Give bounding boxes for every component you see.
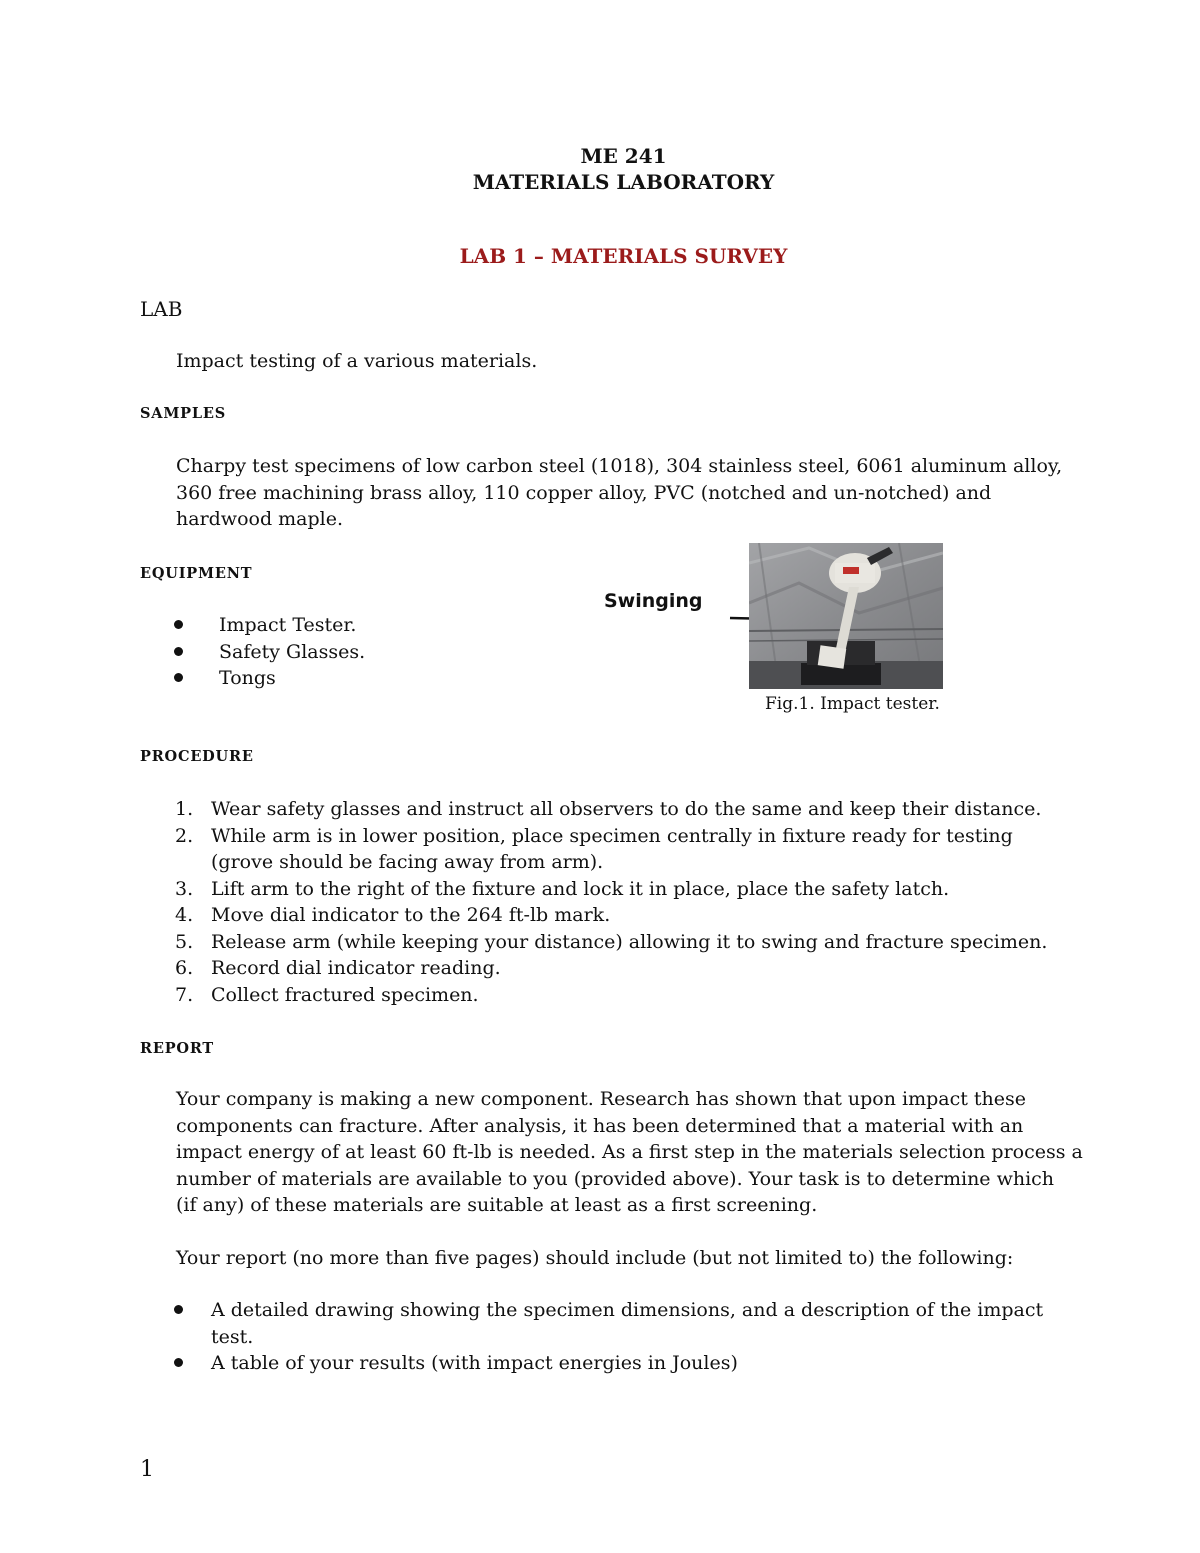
bullet-icon	[174, 1358, 183, 1367]
course-title: MATERIALS LABORATORY	[472, 170, 775, 194]
list-item: 7. Collect fractured specimen.	[175, 983, 479, 1006]
course-number: ME 241	[580, 144, 667, 168]
report-line: impact energy of at least 60 ft-lb is needed. As a first step in the materials selection process a	[176, 1141, 1083, 1163]
procedure-heading: PROCEDURE	[140, 748, 254, 765]
report-line: components can fracture. After analysis, it has been determined that a material with an	[176, 1114, 1024, 1137]
equipment-heading: EQUIPMENT	[140, 565, 253, 582]
list-item: 4. Move dial indicator to the 264 ft-lb mark.	[175, 904, 611, 926]
samples-text	[176, 453, 1076, 533]
list-item: A detailed drawing showing the specimen dimensions, and a description of the impact test.	[211, 1297, 1111, 1350]
equipment-list	[219, 612, 365, 692]
samples-line: hardwood maple.	[176, 508, 344, 530]
list-item: Impact Tester.	[219, 612, 365, 639]
list-item: 2. While arm is in lower position, place specimen centrally in fixture ready for testing (grove should be facing away from arm).	[175, 824, 1013, 873]
report-line: number of materials are available to you (provided above). Your task is to determine which	[176, 1167, 1055, 1190]
samples-heading: SAMPLES	[140, 405, 226, 422]
bullet-icon	[174, 620, 183, 629]
swinging-label: Swinging	[604, 590, 703, 612]
figure-caption: Fig.1. Impact tester.	[765, 694, 940, 714]
list-item: 6. Record dial indicator reading.	[175, 957, 501, 979]
report-line: Your company is making a new component. Research has shown that upon impact these	[176, 1088, 1026, 1110]
list-item: 3. Lift arm to the right of the fixture and lock it in place, place the safety latch.	[175, 877, 950, 900]
report-intro: Your report (no more than five pages) should include (but not limited to) the following:	[176, 1247, 1014, 1269]
report-paragraph	[176, 1086, 1096, 1219]
report-heading: REPORT	[140, 1040, 215, 1057]
lab-heading: LAB	[140, 297, 183, 321]
lab-text: Impact testing of a various materials.	[176, 350, 538, 372]
list-item: A table of your results (with impact energies in Joules)	[211, 1350, 1111, 1377]
samples-line: 360 free machining brass alloy, 110 copper alloy, PVC (notched and un-notched) and	[176, 481, 992, 504]
bullet-icon	[174, 647, 183, 656]
list-item: Tongs	[219, 665, 365, 692]
report-items	[211, 1297, 1111, 1377]
lab-title: LAB 1 – MATERIALS SURVEY	[459, 244, 788, 268]
report-line: (if any) of these materials are suitable at least as a first screening.	[176, 1194, 818, 1216]
list-item: 1. Wear safety glasses and instruct all observers to do the same and keep their distance.	[175, 798, 1042, 820]
page-number: 1	[140, 1457, 154, 1482]
procedure-list	[175, 796, 1111, 1008]
list-item: 5. Release arm (while keeping your distance) allowing it to swing and fracture specimen.	[175, 930, 1048, 953]
samples-line: Charpy test specimens of low carbon steel (1018), 304 stainless steel, 6061 aluminum alloy,	[176, 455, 1063, 477]
impact-tester-photo	[749, 543, 943, 689]
bullet-icon	[174, 673, 183, 682]
bullet-icon	[174, 1305, 183, 1314]
list-item: Safety Glasses.	[219, 639, 365, 666]
